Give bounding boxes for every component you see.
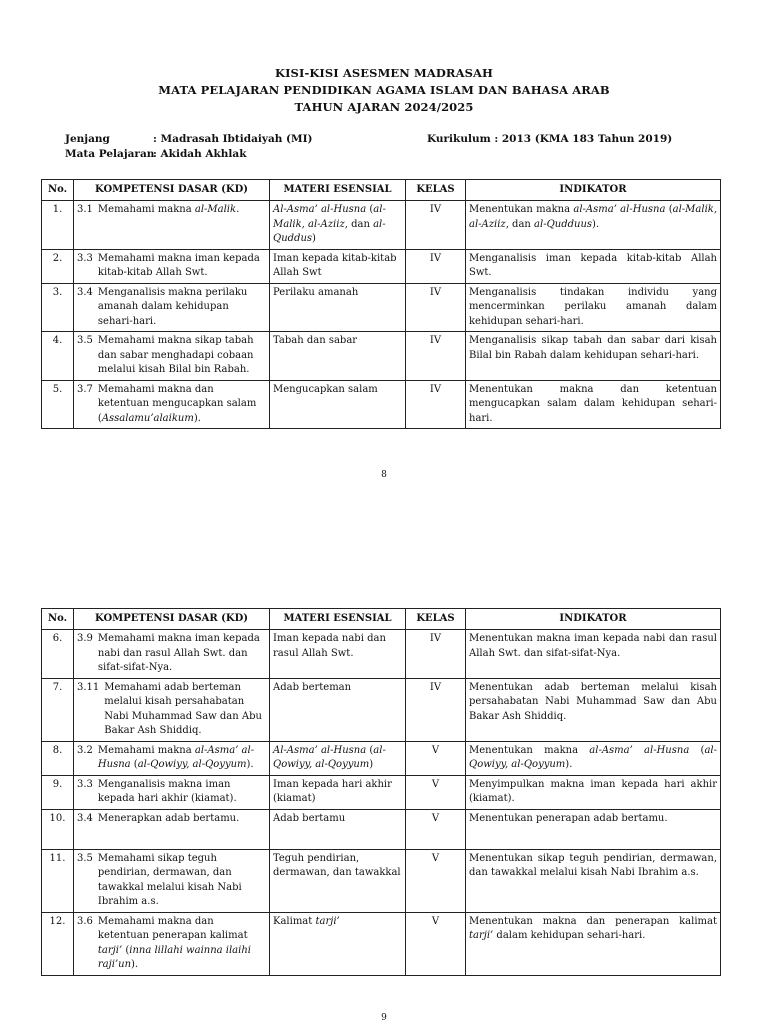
table-row — [42, 678, 721, 741]
table-header-row — [42, 609, 721, 630]
kd-number: 3.11 — [77, 681, 100, 693]
table-header-row — [42, 180, 721, 201]
kd-text: Menganalisis makna perilaku amanah dalam kehidupan sehari-hari. — [97, 286, 248, 327]
document-subtitle: MATA PELAJARAN PENDIDIKAN AGAMA ISLAM DAN BAHASA ARAB — [158, 83, 610, 97]
kd-number: 3.1 — [77, 204, 93, 215]
cell-no: 5. — [42, 380, 74, 429]
cell-kelas: IV — [406, 332, 466, 381]
col-header-no: No. — [42, 609, 74, 630]
cell-indikator: Menentukan makna dan penerapan kalimat tarji’ dalam kehidupan sehari-hari. — [466, 912, 721, 975]
cell-kd — [74, 283, 270, 332]
cell-materi: Mengucapkan salam — [270, 380, 406, 429]
cell-kd — [74, 775, 270, 809]
cell-kelas: V — [406, 849, 466, 912]
cell-indikator: Menganalisis tindakan individu yang mencerminkan perilaku amanah dalam kehidupan sehari-hari. — [466, 283, 721, 332]
kd-number: 3.5 — [77, 852, 93, 864]
col-header-kelas: KELAS — [406, 180, 466, 201]
cell-kelas: V — [406, 809, 466, 849]
cell-no: 3. — [42, 283, 74, 332]
academic-year: TAHUN AJARAN 2024/2025 — [294, 100, 474, 114]
kd-number: 3.6 — [77, 915, 93, 927]
cell-kd — [74, 201, 270, 250]
cell-indikator: Menyimpulkan makna iman kepada hari akhir (kiamat). — [466, 775, 721, 809]
cell-kd — [74, 380, 270, 429]
table-row — [42, 283, 721, 332]
cell-indikator: Menentukan sikap teguh pendirian, dermawan, dan tawakkal melalui kisah Nabi Ibrahim a.s. — [466, 849, 721, 912]
cell-kd — [74, 332, 270, 381]
cell-materi: Adab bertamu — [270, 809, 406, 849]
cell-kelas: IV — [406, 630, 466, 679]
kurikulum-info: Kurikulum : 2013 (KMA 183 Tahun 2019) — [427, 133, 673, 145]
cell-indikator: Menentukan penerapan adab bertamu. — [466, 809, 721, 849]
kd-text: Menganalisis makna iman kepada hari akhir (kiamat). — [97, 778, 237, 804]
cell-no: 7. — [42, 678, 74, 741]
cell-kelas: V — [406, 912, 466, 975]
document-title: KISI-KISI ASESMEN MADRASAH — [274, 66, 493, 80]
cell-no: 8. — [42, 741, 74, 775]
table-row — [42, 775, 721, 809]
cell-kd — [74, 678, 270, 741]
cell-kd — [74, 809, 270, 849]
kd-text: Menerapkan adab bertamu. — [97, 812, 240, 824]
kd-number: 3.4 — [77, 812, 93, 824]
table-row — [42, 809, 721, 849]
cell-indikator: Menentukan makna dan ketentuan mengucapkan salam dalam kehidupan sehari-hari. — [466, 380, 721, 429]
cell-kd — [74, 912, 270, 975]
cell-kelas: V — [406, 775, 466, 809]
col-header-indikator: INDIKATOR — [466, 609, 721, 630]
table-row — [42, 849, 721, 912]
kd-text: Memahami makna dan ketentuan penerapan kalimat tarji’ (inna lillahi wainna ilaihi raji’un). — [97, 915, 251, 970]
kd-number: 3.2 — [77, 744, 93, 756]
table-row — [42, 380, 721, 429]
cell-indikator: Menentukan adab berteman melalui kisah persahabatan Nabi Muhammad Saw dan Abu Bakar Ash Shiddiq. — [466, 678, 721, 741]
kisi-kisi-table-1 — [41, 179, 721, 429]
kd-number: 3.3 — [77, 778, 93, 790]
cell-indikator: Menentukan makna al-Asma’ al-Husna (al-Malik, al-Aziiz, dan al-Qudduus). — [466, 201, 721, 250]
col-header-kelas: KELAS — [406, 609, 466, 630]
cell-kd — [74, 849, 270, 912]
cell-kelas: IV — [406, 283, 466, 332]
table-row — [42, 332, 721, 381]
col-header-kd: KOMPETENSI DASAR (KD) — [74, 609, 270, 630]
kd-number: 3.4 — [77, 286, 93, 298]
kd-number: 3.5 — [77, 335, 93, 346]
cell-kelas: IV — [406, 249, 466, 283]
cell-no: 9. — [42, 775, 74, 809]
kd-text: Memahami adab berteman melalui kisah persahabatan Nabi Muhammad Saw dan Abu Bakar Ash Shiddiq. — [104, 681, 262, 736]
table-row — [42, 201, 721, 250]
cell-no: 2. — [42, 249, 74, 283]
cell-indikator: Menganalisis sikap tabah dan sabar dari kisah Bilal bin Rabah dalam kehidupan sehari-hari. — [466, 332, 721, 381]
table-row — [42, 912, 721, 975]
kd-text: Memahami makna al-Asma’ al-Husna (al-Qowiyy, al-Qoyyum). — [97, 744, 255, 770]
cell-kelas: V — [406, 741, 466, 775]
kd-number: 3.3 — [77, 252, 93, 264]
kd-text: Memahami sikap teguh pendirian, dermawan, dan tawakkal melalui kisah Nabi Ibrahim a.s. — [97, 852, 242, 907]
cell-materi: Iman kepada kitab-kitab Allah Swt — [270, 249, 406, 283]
cell-kelas: IV — [406, 380, 466, 429]
cell-kd — [74, 249, 270, 283]
mapel-label: Mata Pelajaran — [65, 148, 155, 160]
cell-no: 11. — [42, 849, 74, 912]
table-row — [42, 630, 721, 679]
cell-materi: Kalimat tarji’ — [270, 912, 406, 975]
kd-text: Memahami makna dan ketentuan mengucapkan salam (Assalamu’alaikum). — [97, 383, 257, 424]
cell-no: 10. — [42, 809, 74, 849]
cell-kelas: IV — [406, 201, 466, 250]
cell-no: 4. — [42, 332, 74, 381]
table-row — [42, 249, 721, 283]
cell-no: 12. — [42, 912, 74, 975]
cell-materi: Tabah dan sabar — [270, 332, 406, 381]
cell-materi: Al-Asma’ al-Husna (al-Malik, al-Aziiz, dan al-Quddus) — [270, 201, 406, 250]
table-row — [42, 741, 721, 775]
kd-text: Memahami makna iman kepada kitab-kitab Allah Swt. — [97, 252, 260, 278]
cell-kelas: IV — [406, 678, 466, 741]
cell-indikator: Menentukan makna al-Asma’ al-Husna (al-Qowiyy, al-Qoyyum). — [466, 741, 721, 775]
col-header-kd: KOMPETENSI DASAR (KD) — [74, 180, 270, 201]
kd-number: 3.9 — [77, 633, 93, 644]
cell-materi: Perilaku amanah — [270, 283, 406, 332]
jenjang-label: Jenjang — [65, 133, 110, 145]
cell-materi: Iman kepada hari akhir (kiamat) — [270, 775, 406, 809]
cell-materi: Al-Asma’ al-Husna (al-Qowiyy, al-Qoyyum) — [270, 741, 406, 775]
col-header-materi: MATERI ESENSIAL — [270, 180, 406, 201]
cell-no: 6. — [42, 630, 74, 679]
page-number: 9 — [381, 1013, 387, 1023]
col-header-indikator: INDIKATOR — [466, 180, 721, 201]
page-number: 8 — [381, 470, 387, 480]
mapel-value: : Akidah Akhlak — [153, 148, 247, 160]
kd-text: Memahami makna al-Malik. — [97, 204, 240, 215]
col-header-materi: MATERI ESENSIAL — [270, 609, 406, 630]
cell-indikator: Menentukan makna iman kepada nabi dan rasul Allah Swt. dan sifat-sifat-Nya. — [466, 630, 721, 679]
kd-text: Memahami makna iman kepada nabi dan rasul Allah Swt. dan sifat-sifat-Nya. — [97, 633, 260, 673]
col-header-no: No. — [42, 180, 74, 201]
kd-text: Memahami makna sikap tabah dan sabar menghadapi cobaan melalui kisah Bilal bin Rabah. — [97, 335, 254, 375]
cell-kd — [74, 630, 270, 679]
jenjang-value: : Madrasah Ibtidaiyah (MI) — [153, 133, 313, 145]
cell-no: 1. — [42, 201, 74, 250]
kd-number: 3.7 — [77, 383, 93, 395]
cell-kd — [74, 741, 270, 775]
cell-materi: Iman kepada nabi dan rasul Allah Swt. — [270, 630, 406, 679]
cell-indikator: Menganalisis iman kepada kitab-kitab Allah Swt. — [466, 249, 721, 283]
kisi-kisi-table-2 — [41, 608, 721, 976]
cell-materi: Teguh pendirian, dermawan, dan tawakkal — [270, 849, 406, 912]
cell-materi: Adab berteman — [270, 678, 406, 741]
